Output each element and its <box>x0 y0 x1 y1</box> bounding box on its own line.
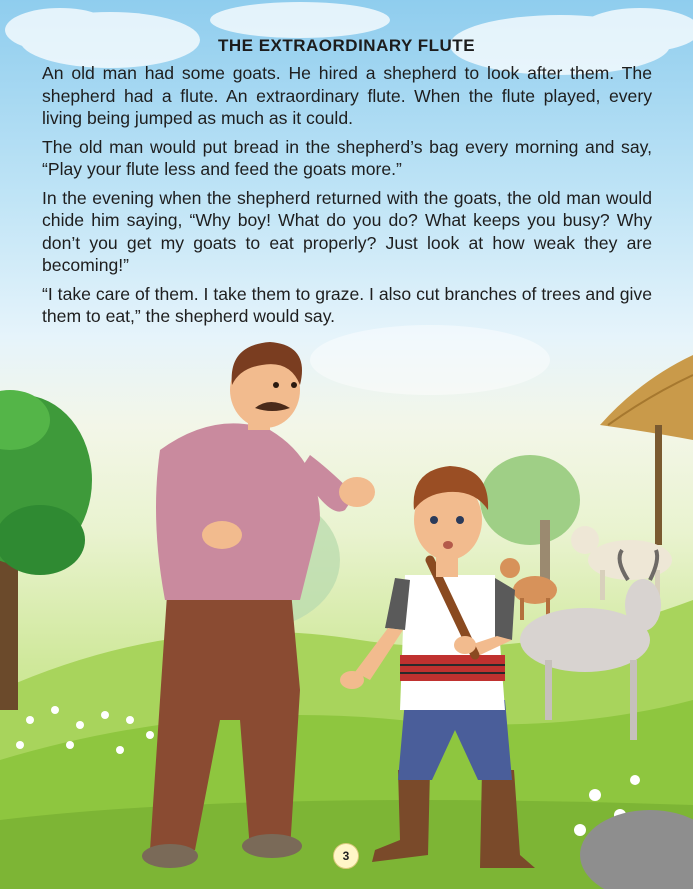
story-paragraph: An old man had some goats. He hired a shepherd to look after them. The shepherd had a flute. An extraordinary flute. When the flute played, every living being jumped as much as it could. <box>42 63 652 128</box>
story-title: THE EXTRAORDINARY FLUTE <box>217 36 476 55</box>
page-number: 3 <box>333 843 359 869</box>
story-paragraph: The old man would put bread in the shepherd’s bag every morning and say, “Play your flute less and feed the goats more.” <box>42 136 652 179</box>
story-paragraph: In the evening when the shepherd returned with the goats, the old man would chide him saying, “Why boy! What do you do? What keeps you busy? Why don’t you get my goats to eat properly? Just look at how weak they are becoming!” <box>42 187 652 275</box>
story-paragraph: “I take care of them. I take them to graze. I also cut branches of trees and give them to eat,” the shepherd would say. <box>42 283 652 326</box>
story-text <box>42 62 652 334</box>
hut-roof <box>600 355 693 545</box>
